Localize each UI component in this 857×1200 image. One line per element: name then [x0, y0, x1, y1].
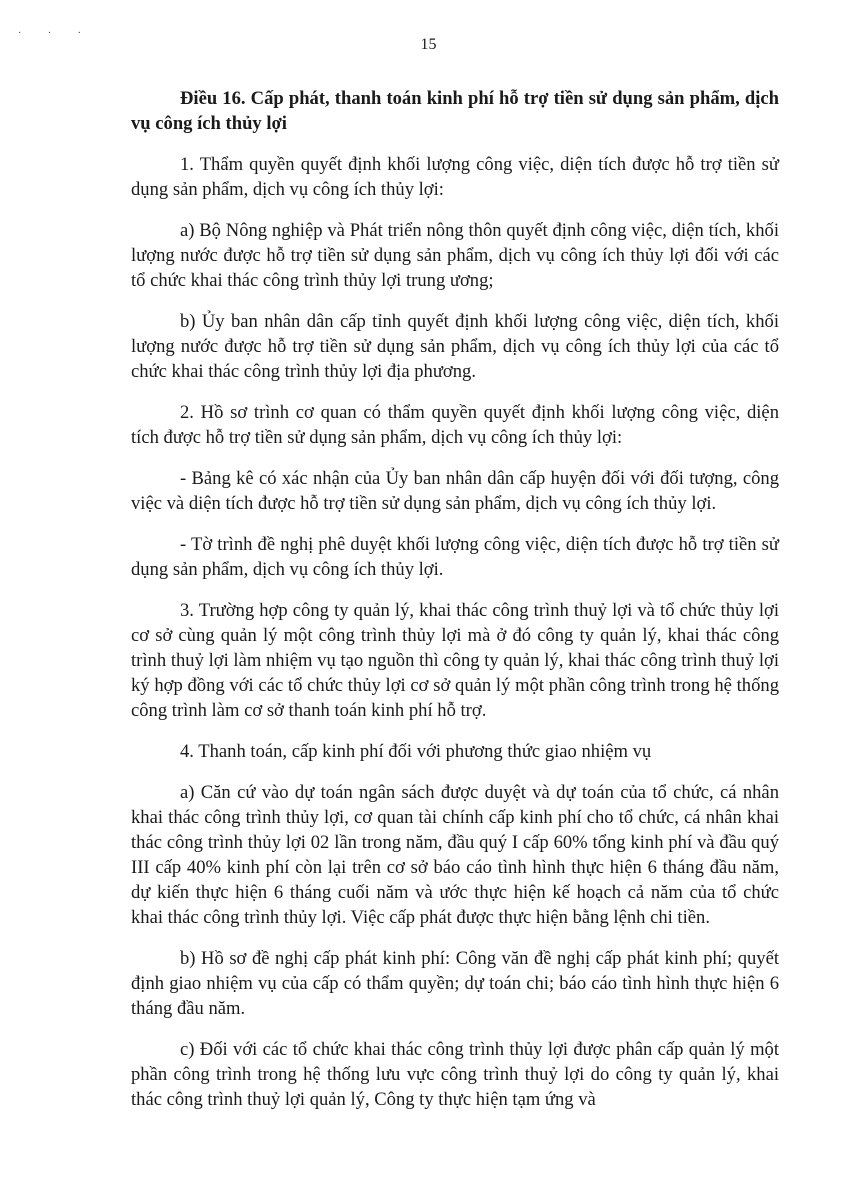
article-body: [131, 86, 779, 1112]
paragraph: a) Bộ Nông nghiệp và Phát triển nông thôn quyết định công việc, diện tích, khối lượng nước được hỗ trợ tiền sử dụng sản phẩm, dịch vụ công ích thủy lợi đối với các tổ chức khai thác công trình thủy lợi trung ương;: [131, 220, 779, 291]
paragraph: - Tờ trình đề nghị phê duyệt khối lượng công việc, diện tích được hỗ trợ tiền sử dụng sản phẩm, dịch vụ công ích thủy lợi.: [131, 534, 779, 580]
article-title: Điều 16. Cấp phát, thanh toán kinh phí hỗ trợ tiền sử dụng sản phẩm, dịch vụ công ích thủy lợi: [131, 88, 779, 134]
paragraph: c) Đối với các tổ chức khai thác công trình thủy lợi được phân cấp quản lý một phần công trình trong hệ thống lưu vực công trình thuỷ lợi do công ty quản lý, khai thác công trình thuỷ lợi quản lý, Công ty thực hiện tạm ứng và: [131, 1039, 779, 1110]
paragraph: a) Căn cứ vào dự toán ngân sách được duyệt và dự toán của tổ chức, cá nhân khai thác công trình thủy lợi, cơ quan tài chính cấp kinh phí cho tổ chức, cá nhân khai thác công trình thủy lợi 02 lần trong năm, đầu quý I cấp 60% tổng kinh phí và đầu quý III cấp 40% kinh phí còn lại trên cơ sở báo cáo tình hình thực hiện 6 tháng đầu năm, dự kiến thực hiện 6 tháng cuối năm và ước thực hiện kế hoạch cả năm của tổ chức khai thác công trình thủy lợi. Việc cấp phát được thực hiện bằng lệnh chi tiền.: [131, 782, 779, 928]
paragraph: b) Ủy ban nhân dân cấp tỉnh quyết định khối lượng công việc, diện tích, khối lượng nước được hỗ trợ tiền sử dụng sản phẩm, dịch vụ công ích thủy lợi của các tổ chức khai thác công trình thủy lợi địa phương.: [131, 311, 779, 382]
paragraph: 2. Hồ sơ trình cơ quan có thẩm quyền quyết định khối lượng công việc, diện tích được hỗ trợ tiền sử dụng sản phẩm, dịch vụ công ích thủy lợi:: [131, 402, 779, 448]
paragraph: 4. Thanh toán, cấp kinh phí đối với phương thức giao nhiệm vụ: [180, 741, 652, 762]
scan-specks: · · ·: [18, 28, 93, 39]
paragraph: 3. Trường hợp công ty quản lý, khai thác công trình thuỷ lợi và tổ chức thủy lợi cơ sở cùng quản lý một công trình thủy lợi mà ở đó công ty quản lý, khai thác công trình thuỷ lợi làm nhiệm vụ tạo nguồn thì công ty quản lý, khai thác công trình thuỷ lợi ký hợp đồng với các tổ chức thủy lợi cơ sở quản lý một phần công trình trong hệ thống công trình làm cơ sở thanh toán kinh phí hỗ trợ.: [131, 600, 779, 721]
paragraph: - Bảng kê có xác nhận của Ủy ban nhân dân cấp huyện đối với đối tượng, công việc và diện tích được hỗ trợ tiền sử dụng sản phẩm, dịch vụ công ích thủy lợi.: [131, 468, 779, 514]
paragraph: b) Hồ sơ đề nghị cấp phát kinh phí: Công văn đề nghị cấp phát kinh phí; quyết định giao nhiệm vụ của cấp có thẩm quyền; dự toán chi; báo cáo tình hình thực hiện 6 tháng đầu năm.: [131, 948, 779, 1019]
page-number: 15: [420, 36, 437, 53]
paragraph: 1. Thẩm quyền quyết định khối lượng công việc, diện tích được hỗ trợ tiền sử dụng sản phẩm, dịch vụ công ích thủy lợi:: [131, 154, 779, 200]
